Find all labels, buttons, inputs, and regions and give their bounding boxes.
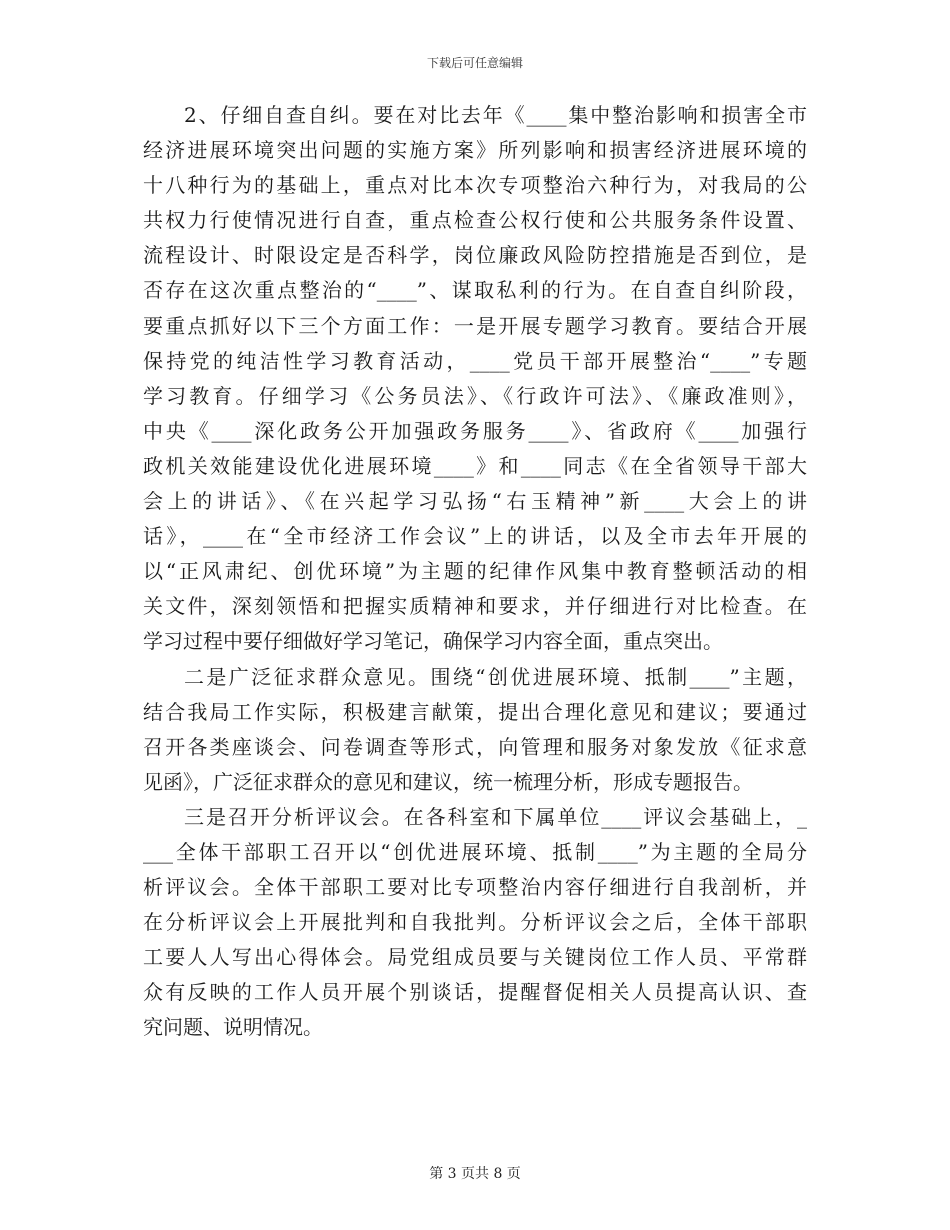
paragraph-1-line: 政机关效能建设优化进展环境____》和____同志《在全省领导干部大 [143,453,807,478]
paragraph-1-line: 会上的讲话》、《在兴起学习弘扬“右玉精神”新____大会上的讲 [143,489,807,514]
paragraph-1-line: 十八种行为的基础上，重点对比本次专项整治六种行为，对我局的公 [143,173,807,198]
page-number: 第 3 页共 8 页 [429,1166,521,1182]
paragraph-1-line: 共权力行使情况进行自查，重点检查公权行使和公共服务条件设置、 [143,208,807,233]
paragraph-2-line: 二是广泛征求群众意见。围绕“创优进展环境、抵制____”主题， [184,664,807,689]
paragraph-1-line: 经济进展环境突出问题的实施方案》所列影响和损害经济进展环境的 [143,138,807,163]
paragraph-1-line: 学习过程中要仔细做好学习笔记，确保学习内容全面，重点突出。 [143,629,723,654]
paragraph-1-line: 以“正风肃纪、创优环境”为主题的纪律作风集中教育整顿活动的相 [143,559,807,584]
paragraph-1-line: 否存在这次重点整治的“____”、谋取私利的行为。在自查自纠阶段， [143,278,807,303]
paragraph-2-line: 召开各类座谈会、问卷调查等形式，向管理和服务对象发放《征求意 [143,734,807,759]
paragraph-3-line: 究问题、说明情况。 [143,1015,323,1040]
document-body [143,98,807,1046]
paragraph-3-line: ___全体干部职工召开以“创优进展环境、抵制____”为主题的全局分 [143,839,807,864]
paragraph-1-line: 话》，____在“全市经济工作会议”上的讲话，以及全市去年开展的 [143,524,807,549]
paragraph-3-line: 工要人人写出心得体会。局党组成员要与关键岗位工作人员、平常群 [143,945,807,970]
paragraph-1-line: 要重点抓好以下三个方面工作：一是开展专题学习教育。要结合开展 [143,313,807,338]
page-header-note: 下载后可任意编辑 [426,56,523,70]
paragraph-3-line: 析评议会。全体干部职工要对比专项整治内容仔细进行自我剖析，并 [143,875,807,900]
paragraph-3-line: 众有反映的工作人员开展个别谈话，提醒督促相关人员提高认识、查 [143,980,807,1005]
paragraph-1-line: 2、仔细自查自纠。要在对比去年《____集中整治影响和损害全市 [184,103,807,127]
paragraph-3-line: 三是召开分析评议会。在各科室和下属单位____评议会基础上，_ [184,804,807,829]
paragraph-1-line: 关文件，深刻领悟和把握实质精神和要求，并仔细进行对比检查。在 [143,594,807,619]
paragraph-1-line: 学习教育。仔细学习《公务员法》、《行政许可法》、《廉政准则》， [143,383,807,408]
paragraph-1-line: 流程设计、时限设定是否科学，岗位廉政风险防控措施是否到位，是 [143,243,807,268]
paragraph-1-line: 保持党的纯洁性学习教育活动，____党员干部开展整治“____”专题 [143,348,807,373]
paragraph-3-line: 在分析评议会上开展批判和自我批判。分析评议会之后，全体干部职 [143,910,807,935]
paragraph-1-line: 中央《____深化政务公开加强政务服务____》、省政府《____加强行 [143,418,807,443]
paragraph-2-line: 结合我局工作实际，积极建言献策，提出合理化意见和建议；要通过 [143,699,807,724]
paragraph-2-line: 见函》，广泛征求群众的意见和建议，统一梳理分析，形成专题报告。 [143,769,753,794]
